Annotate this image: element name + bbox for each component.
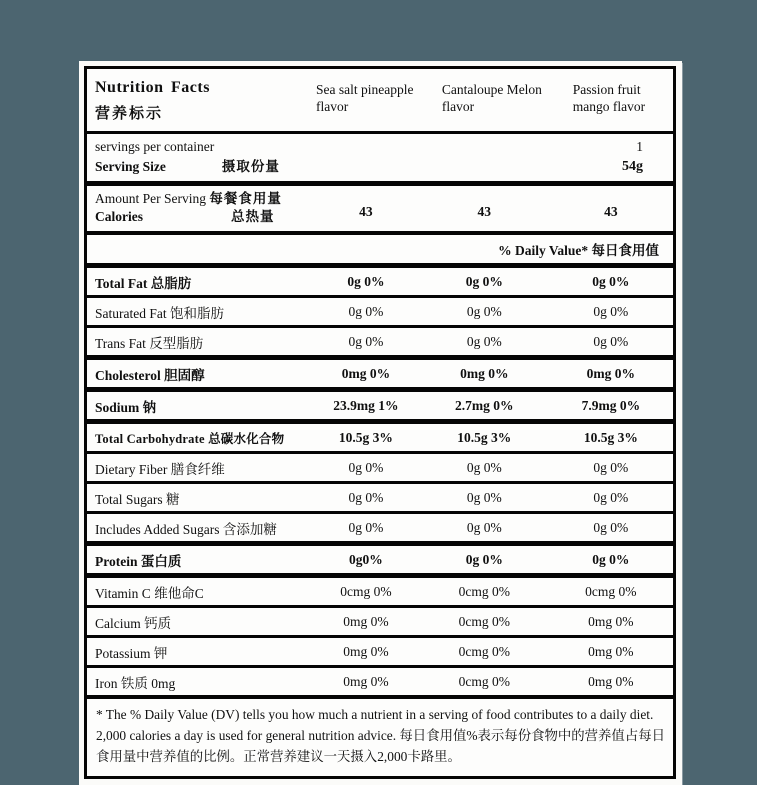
nutrient-value: 0g 0% — [348, 303, 384, 319]
nutrient-value: 0g 0% — [592, 273, 630, 289]
nutrient-value: 0g 0% — [348, 459, 384, 475]
nutrient-row — [87, 541, 673, 573]
nutrient-value: 0mg 0% — [343, 673, 389, 689]
serving-values — [549, 137, 673, 177]
nutrient-value: 0g 0% — [466, 489, 502, 505]
nutrient-value: 0g0% — [349, 551, 383, 567]
nutrient-row — [87, 295, 673, 325]
nutrient-value: 0mg 0% — [588, 613, 634, 629]
nutrient-value: 0g 0% — [348, 333, 384, 349]
nutrition-label-card — [79, 61, 682, 785]
daily-value-header-row — [87, 231, 673, 263]
nutrient-row — [87, 573, 673, 605]
nutrient-value: 0mg 0% — [341, 365, 391, 381]
flavor-column-header-sea-salt-pineapple: Sea salt pineapple flavor — [316, 82, 414, 114]
flavor-column-header-cantaloupe-melon: Cantaloupe Melon flavor — [441, 82, 542, 114]
nutrient-value: 0cmg 0% — [458, 673, 510, 689]
nutrient-row — [87, 451, 673, 481]
nutrient-value: 0mg 0% — [588, 673, 634, 689]
nutrient-row — [87, 263, 673, 295]
nutrient-value: 2.7mg 0% — [455, 397, 514, 413]
nutrient-label: Total Fat 总脂肪 — [95, 275, 192, 291]
nutrient-value: 10.5g 3% — [457, 429, 512, 445]
nutrient-value: 0cmg 0% — [458, 613, 510, 629]
nutrient-row — [87, 665, 673, 695]
amount-per-serving-label: Amount Per Serving — [95, 191, 206, 206]
nutrient-value: 0mg 0% — [460, 365, 509, 381]
nutrient-label: Vitamin C 维他命C — [95, 585, 204, 601]
calories-value: 43 — [477, 204, 492, 219]
flavor-column-header-passion-fruit-mango: Passion fruit mango flavor — [572, 82, 646, 114]
serving-info-row — [87, 131, 673, 181]
nutrient-label: Dietary Fiber 膳食纤维 — [95, 461, 225, 477]
nutrient-label: Saturated Fat 饱和脂肪 — [95, 305, 224, 321]
nutrient-value: 0g 0% — [593, 333, 629, 349]
nutrition-facts-table — [84, 66, 676, 779]
calories-value: 43 — [359, 204, 373, 219]
nutrient-row — [87, 481, 673, 511]
servings-count-value: 1 — [636, 139, 643, 154]
nutrient-value: 0g 0% — [347, 273, 385, 289]
servings-per-container-label: servings per container — [95, 139, 215, 154]
calories-label: Calories — [95, 209, 143, 224]
nutrient-row — [87, 635, 673, 665]
nutrient-label: Sodium 钠 — [95, 399, 157, 415]
nutrient-value: 0g 0% — [466, 333, 502, 349]
nutrient-label: Trans Fat 反型脂肪 — [95, 335, 204, 351]
calories-label-zh: 总热量 — [231, 209, 275, 224]
title-block — [87, 73, 312, 125]
nutrient-value: 0g 0% — [593, 489, 629, 505]
nutrient-value: 0g 0% — [593, 519, 629, 535]
nutrient-label: Includes Added Sugars 含添加糖 — [95, 521, 277, 537]
nutrient-value: 10.5g 3% — [583, 429, 638, 445]
nutrient-value: 0g 0% — [466, 519, 502, 535]
nutrient-value: 0g 0% — [466, 303, 502, 319]
nutrient-value: 0mg 0% — [343, 643, 389, 659]
nutrient-value: 0mg 0% — [586, 365, 636, 381]
daily-value-footnote: * The % Daily Value (DV) tells you how much a nutrient in a serving of food contributes to a daily diet. 2,000 calories a day is used for general nutrition advice. 每日食用值%表示每份食物中的营养值占每日食用量中营养值的比例。正常营养建议一天摄入2,000卡路里。 — [87, 695, 673, 776]
calories-row — [87, 181, 673, 231]
nutrient-value: 0g 0% — [593, 303, 629, 319]
nutrient-value: 7.9mg 0% — [581, 397, 641, 413]
nutrient-value: 0g 0% — [465, 551, 503, 567]
nutrient-label: Cholesterol 胆固醇 — [95, 367, 205, 383]
nutrient-row — [87, 387, 673, 419]
amount-per-serving-label-zh: 每餐食用量 — [209, 191, 282, 206]
nutrient-row — [87, 419, 673, 451]
nutrient-value: 10.5g 3% — [338, 429, 393, 445]
nutrient-label: Total Sugars 糖 — [95, 491, 180, 507]
nutrient-value: 0g 0% — [592, 551, 630, 567]
nutrient-row — [87, 605, 673, 635]
nutrition-facts-title-zh: 营养标示 — [95, 106, 164, 122]
nutrient-row — [87, 355, 673, 387]
nutrient-label: Total Carbohydrate 总碳水化合物 — [95, 431, 285, 446]
calories-value: 43 — [604, 204, 618, 219]
nutrient-value: 0cmg 0% — [340, 583, 392, 599]
daily-value-header-label: % Daily Value* 每日食用值 — [498, 243, 659, 258]
nutrient-row — [87, 325, 673, 355]
serving-size-value: 54g — [622, 159, 643, 174]
nutrition-facts-title: Nutrition Facts — [95, 79, 210, 96]
nutrient-row — [87, 511, 673, 541]
table-header-row — [87, 69, 673, 131]
nutrient-label: Potassium 钾 — [95, 645, 168, 661]
serving-size-label-zh: 摄取份量 — [221, 159, 280, 174]
nutrient-label: Protein 蛋白质 — [95, 553, 182, 569]
serving-size-label: Serving Size — [95, 159, 166, 174]
nutrient-value: 0mg 0% — [588, 643, 634, 659]
nutrient-value: 0cmg 0% — [458, 583, 510, 599]
nutrient-value: 0cmg 0% — [458, 643, 510, 659]
nutrient-value: 0mg 0% — [343, 613, 389, 629]
nutrient-value: 23.9mg 1% — [333, 397, 399, 413]
nutrient-value: 0g 0% — [593, 459, 629, 475]
nutrient-rows — [87, 263, 673, 695]
nutrient-label: Iron 铁质 0mg — [95, 675, 176, 691]
nutrient-value: 0cmg 0% — [585, 583, 637, 599]
nutrient-label: Calcium 钙质 — [95, 615, 172, 631]
nutrient-value: 0g 0% — [348, 519, 384, 535]
nutrient-value: 0g 0% — [465, 273, 503, 289]
nutrient-value: 0g 0% — [466, 459, 502, 475]
nutrient-value: 0g 0% — [348, 489, 384, 505]
